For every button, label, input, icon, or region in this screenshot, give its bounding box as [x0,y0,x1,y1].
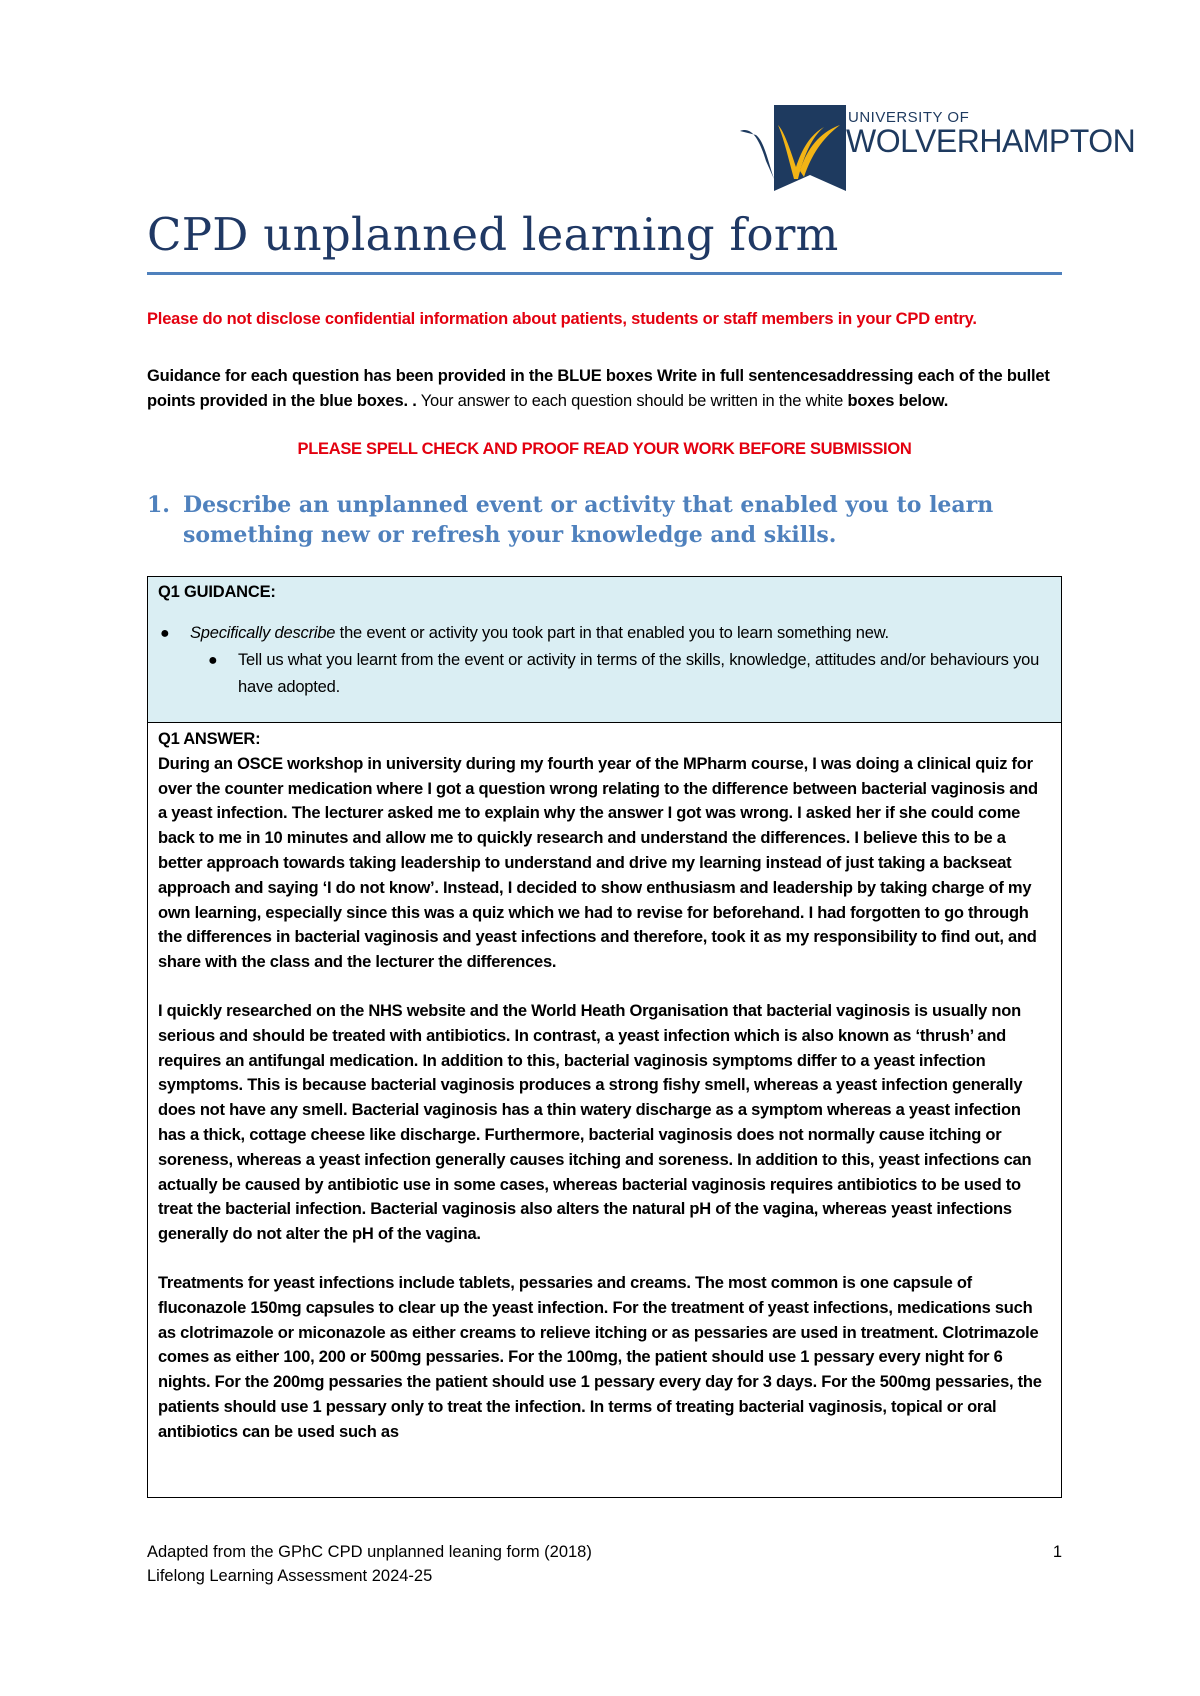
university-shield-icon [740,105,850,195]
q1-answer-paragraph-1: During an OSCE workshop in university during my fourth year of the MPharm course, I was doing a clinical quiz for over the counter medication where I got a question wrong relating to the difference between bacterial vaginosis and a yeast infection. The lecturer asked me to explain why the answer I got was wrong. I asked her if she could come back to me in 10 minutes and allow me to quickly research and understand the differences. I believe this to be a better approach towards taking leadership to understand and drive my learning instead of just taking a backseat approach and saying ‘I do not know’. Instead, I decided to show enthusiasm and leadership by taking charge of my own learning, especially since this was a quiz which we had to revise for beforehand. I had forgotten to go through the differences in bacterial vaginosis and yeast infections and therefore, took it as my responsibility to find out, and share with the class and the lecturer the differences. [158,754,1038,972]
q1-guidance-heading: Q1 GUIDANCE: [158,583,276,601]
guidance-normal-text: Your answer to each question should be written in the white [416,392,844,410]
q1-guidance-bullet2-text: Tell us what you learnt from the event or activity in terms of the skills, knowledge, attitudes and/or behaviours you have adopted. [238,651,1040,696]
q1-answer-paragraph-3: Treatments for yeast infections include tablets, pessaries and creams. The most common is one capsule of fluconazole 150mg capsules to clear up the yeast infection. For the treatment of yeast infections, medications such as clotrimazole or miconazole as either creams to relieve itching or as pessaries are used in treatment. Clotrimazole comes as either 100, 200 or 500mg pessaries. For the 100mg, the patient should use 1 pessary every night for 6 nights. For the 200mg pessaries the patient should use 1 pessary every day for 3 days. For the 500mg pessaries, the patients should use 1 pessary only to treat the infection. In terms of treating bacterial vaginosis, topical or oral antibiotics can be used such as [158,1273,1042,1441]
page-number: 1 [1052,1543,1062,1561]
question-heading [147,490,1062,550]
q1-answer-paragraph-2: I quickly researched on the NHS website and the World Heath Organisation that bacterial vaginosis is usually non serious and should be treated with antibiotics. In contrast, a yeast infection which is also known as ‘thrush’ and requires an antifungal medication. In addition to this, bacterial vaginosis symptoms differ to a yeast infection symptoms. This is because bacterial vaginosis produces a strong fishy smell, whereas a yeast infection generally does not have any smell. Bacterial vaginosis has a thin watery discharge as a symptom whereas a yeast infection has a thick, cottage cheese like discharge. Furthermore, bacterial vaginosis does not normally cause itching or soreness, whereas a yeast infection generally causes itching and soreness. In addition to this, yeast infections can actually be caused by antibiotic use in some cases, whereas bacterial vaginosis requires antibiotics to be used to treat the bacterial infection. Bacterial vaginosis also alters the natural pH of the vagina, whereas yeast infections generally do not alter the pH of the vagina. [158,1001,1032,1244]
logo-wolverhampton-text: WOLVERHAMPTON [846,123,1136,159]
guidance-bold-text: Guidance for each question has been provided in the BLUE boxes Write in full sentencesaddressing each of the bullet points provided in the blue boxes. . [147,367,1050,410]
page-footer [147,1540,1062,1588]
spell-check-notice: PLEASE SPELL CHECK AND PROOF READ YOUR WORK BEFORE SUBMISSION [297,440,912,458]
question-text: Describe an unplanned event or activity that enabled you to learn something new or refresh your knowledge and skills. [183,492,994,548]
q1-guidance-list [158,620,1051,701]
page-title: CPD unplanned learning form [147,208,839,261]
logo-university-of-text: UNIVERSITY OF [848,109,970,126]
q1-guidance-bullet1-italic: Specifically describe [190,624,336,642]
bullet-icon: ● [160,625,170,642]
q1-answer-box[interactable] [148,723,1061,1449]
footer-source-line: Adapted from the GPhC CPD unplanned leaning form (2018) [147,1543,592,1561]
q1-table [147,576,1062,1498]
q1-guidance-bullet1-text: the event or activity you took part in that enabled you to learn something new. [335,624,889,642]
footer-assessment-line: Lifelong Learning Assessment 2024-25 [147,1567,433,1585]
guidance-tail-text: boxes below. [843,392,949,410]
guidance-paragraph [147,364,1062,414]
university-logo [740,105,1136,195]
confidentiality-warning: Please do not disclose confidential information about patients, students or staff members in your CPD entry. [147,310,977,328]
question-number: 1. [147,492,170,518]
list-item [158,620,1051,647]
bullet-icon: ● [208,652,218,669]
q1-guidance-box [148,577,1061,723]
title-divider [147,272,1062,275]
q1-answer-heading: Q1 ANSWER: [158,730,261,748]
list-item [158,647,1051,701]
